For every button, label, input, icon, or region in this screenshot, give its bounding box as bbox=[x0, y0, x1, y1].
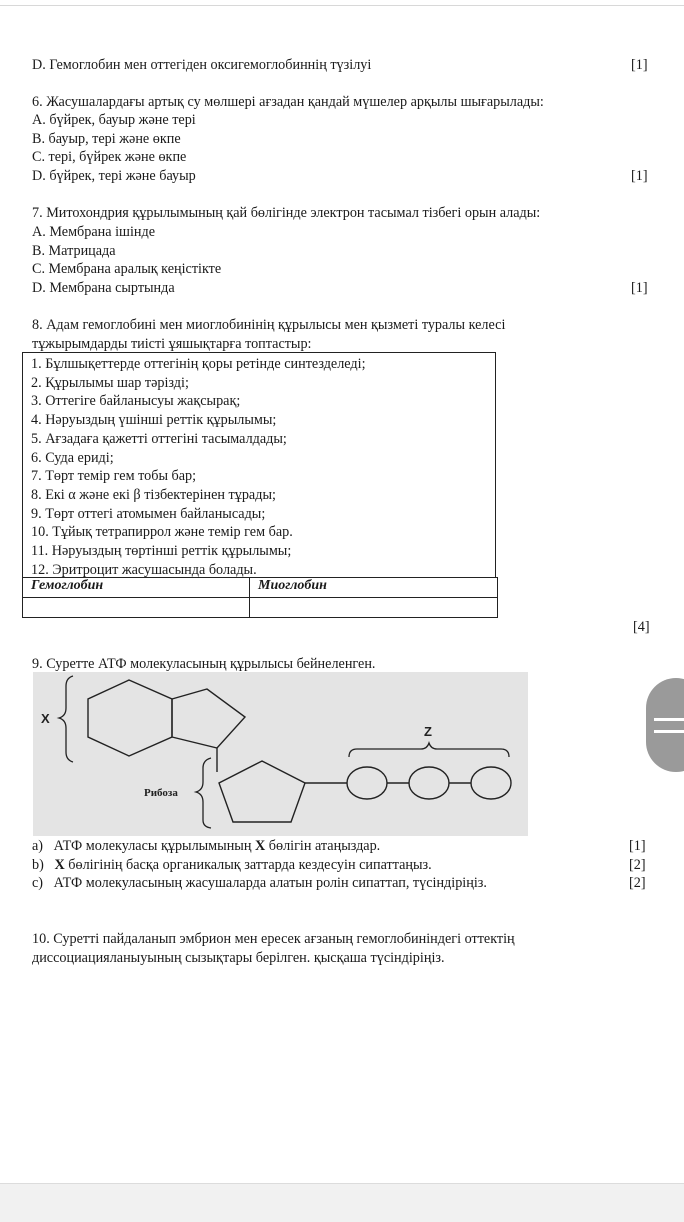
q9-part-a-mark: [1] bbox=[629, 838, 646, 854]
side-menu-handle[interactable] bbox=[646, 678, 684, 772]
q5-mark: [1] bbox=[631, 57, 648, 73]
q10-line1: 10. Суретті пайдаланып эмбрион мен ересек ағзаның гемоглобиніндегі оттектің bbox=[32, 931, 515, 947]
q8-statement: 2. Құрылымы шар тәрізді; bbox=[31, 374, 189, 391]
q8-answer-cell-hemoglobin[interactable] bbox=[23, 598, 250, 618]
q8-statement: 12. Эритроцит жасушасында болады. bbox=[31, 561, 257, 578]
q9-part-a: a) АТФ молекуласы құрылымының X бөлігін атаңыздар. bbox=[32, 838, 381, 854]
q7-option-a: A. Мембрана ішінде bbox=[32, 224, 156, 240]
adenine-hexagon bbox=[88, 680, 172, 756]
phosphate-circle-1 bbox=[347, 767, 387, 799]
q8-mark: [4] bbox=[633, 619, 650, 635]
q8-statement: 9. Төрт оттегі атомымен байланысады; bbox=[31, 505, 266, 522]
q8-col-header-hemoglobin: Гемоглобин bbox=[23, 578, 250, 598]
q8-statement: 1. Бұлшықеттерде оттегінің қоры ретінде синтезделеді; bbox=[31, 356, 366, 372]
q6-option-d: D. бүйрек, тері және бауыр bbox=[32, 168, 196, 184]
label-ribose: Рибоза bbox=[144, 787, 178, 799]
q8-col-header-myoglobin: Миоглобин bbox=[250, 578, 498, 598]
q6-option-c: C. тері, бүйрек және өкпе bbox=[32, 149, 187, 165]
q9-part-b-mark: [2] bbox=[629, 857, 646, 873]
q8-answer-table bbox=[22, 577, 498, 618]
q8-statement: 8. Екі α және екі β тізбектерінен тұрады; bbox=[31, 486, 276, 503]
q8-statement: 5. Ағзадаға қажетті оттегіні тасымалдады; bbox=[31, 430, 287, 447]
q9-question: 9. Суретте АТФ молекуласының құрылысы бейнеленген. bbox=[32, 656, 376, 672]
ribose-pentagon bbox=[219, 761, 305, 822]
q7-option-b: B. Матрицада bbox=[32, 243, 116, 259]
bottom-bar bbox=[0, 1183, 684, 1222]
q6-option-a: A. бүйрек, бауыр және тері bbox=[32, 112, 196, 128]
adenine-pentagon bbox=[172, 689, 245, 748]
x-brace bbox=[59, 676, 73, 762]
phosphate-circle-2 bbox=[409, 767, 449, 799]
q8-question-line1: 8. Адам гемоглобині мен миоглобинінің құрылысы мен қызметі туралы келесі bbox=[32, 317, 506, 333]
q6-question: 6. Жасушалардағы артық су мөлшері ағзадан қандай мүшелер арқылы шығарылады: bbox=[32, 94, 544, 110]
q7-mark: [1] bbox=[631, 280, 648, 296]
q10-line2: диссоциацияланыуының сызықтары берілген. қысқаша түсіндіріңіз. bbox=[32, 950, 445, 966]
q8-answer-cell-myoglobin[interactable] bbox=[250, 598, 498, 618]
q8-statement: 6. Суда ериді; bbox=[31, 449, 114, 466]
q7-option-d: D. Мембрана сыртында bbox=[32, 280, 175, 296]
q9-part-c: c) АТФ молекуласының жасушаларда алатын ролін сипаттап, түсіндіріңіз. bbox=[32, 875, 487, 891]
q7-question: 7. Митохондрия құрылымының қай бөлігінде электрон тасымал тізбегі орын алады: bbox=[32, 205, 541, 221]
phosphate-circle-3 bbox=[471, 767, 511, 799]
q8-statement: 11. Нәруыздың төртінші реттік құрылымы; bbox=[31, 543, 292, 560]
handle-bar bbox=[654, 718, 684, 721]
q6-mark: [1] bbox=[631, 168, 648, 184]
q9-part-b: b) X бөлігінің басқа органикалық заттарда кездесуін сипаттаңыз. bbox=[32, 857, 432, 873]
q7-option-c: C. Мембрана аралық кеңістікте bbox=[32, 261, 222, 277]
q8-statement: 3. Оттегіге байланысуы жақсырақ; bbox=[31, 393, 241, 410]
top-divider bbox=[0, 5, 684, 6]
label-x: X bbox=[41, 711, 50, 726]
label-z: Z bbox=[424, 724, 432, 739]
handle-bar bbox=[654, 730, 684, 733]
atp-structure-figure bbox=[33, 672, 528, 836]
q8-statement: 4. Нәруыздың үшінші реттік құрылымы; bbox=[31, 412, 277, 429]
q8-statement-box bbox=[22, 352, 496, 578]
q6-option-b: B. бауыр, тері және өкпе bbox=[32, 131, 181, 147]
q8-statement: 7. Төрт темір гем тобы бар; bbox=[31, 468, 197, 485]
q5-option-d: D. Гемоглобин мен оттегіден оксигемоглобиннің түзілуі bbox=[32, 57, 372, 73]
q9-part-c-mark: [2] bbox=[629, 875, 646, 891]
ribose-brace bbox=[196, 758, 211, 828]
q8-question-line2: тұжырымдарды тиісті ұяшықтарға топтастыр: bbox=[32, 336, 312, 352]
q8-statement: 10. Тұйық тетрапиррол және темір гем бар. bbox=[31, 524, 293, 541]
z-brace bbox=[349, 743, 509, 757]
atp-diagram bbox=[33, 672, 528, 836]
